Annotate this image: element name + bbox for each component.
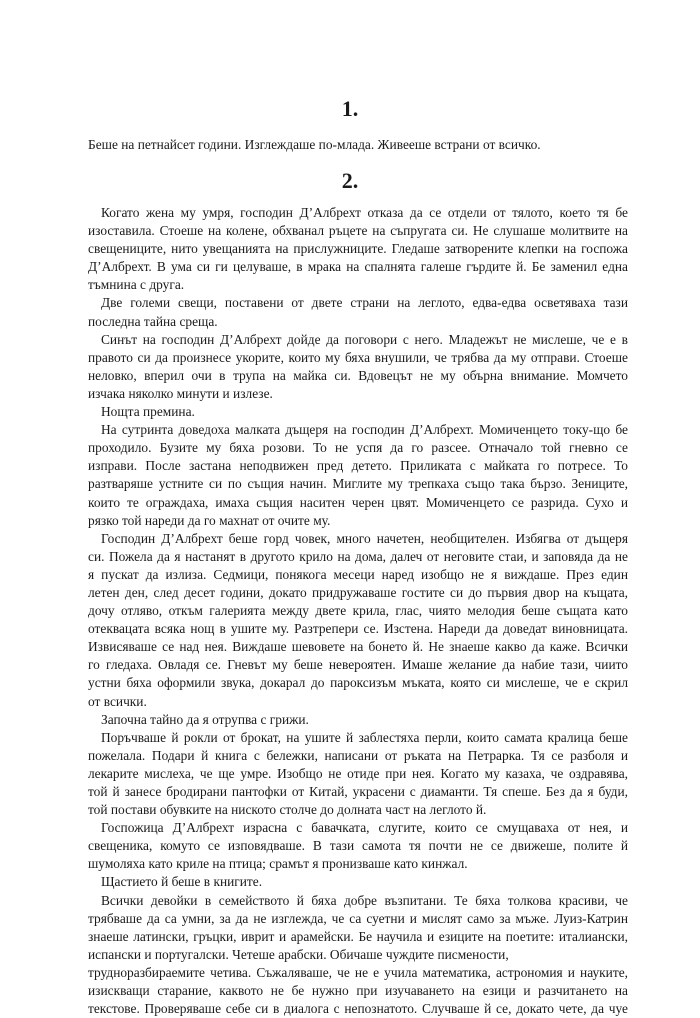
text-line: изчака няколко минути и излезе. <box>88 385 273 401</box>
chapter-2-body <box>88 204 628 1018</box>
text-line: неловко, вперил очи в трупа на майка си. Вдовецът не му обърна внимание. Момчето <box>88 367 628 383</box>
text-line: свещеника, комуто се изповядваше. В тази самота тя почти не се движеше, полите й <box>88 838 628 854</box>
text-line: го гледаха. Овладя се. Гневът му беше невероятен. Имаше желание да набие тази, чиито <box>88 657 628 673</box>
text-line: устни бяха оформили звука, докарал до пароксизъм мъката, която си мислеше, че е скрил <box>88 675 628 691</box>
paragraph <box>88 892 628 1018</box>
text-line: пожелала. Подари й книга с бележки, написани от ръката на Петрарка. Тя се разболя и <box>88 747 628 763</box>
text-line: я пускат да излиза. Седмици, понякога месеци наред изобщо не я виждаше. През един <box>88 566 628 582</box>
text-line: последна тайна среща. <box>88 313 218 329</box>
paragraph <box>88 421 628 530</box>
chapter-heading-1: 1. <box>341 96 359 121</box>
text-line: изискващи старание, каквото не бе нужно при изучаването на езици и разчитането на <box>88 983 628 999</box>
text-line: изправи. После застана неподвижен пред детето. Приликата с майката го потресе. То <box>88 458 628 474</box>
chapter-heading-2: 2. <box>341 168 359 193</box>
text-line: които те ограждаха, имаха същия наситен черен цвят. Момиченцето се разрида. Сухо и <box>88 494 628 510</box>
paragraph <box>88 331 628 403</box>
text-line: Всички девойки в семейството й бяха добре възпитани. Те бяха толкова красиви, че <box>101 892 628 908</box>
text-line: летен ден, след десет години, докато придружаваше гостите си до първия двор на къщата, <box>88 584 628 600</box>
text-line: от всички. <box>88 693 147 709</box>
text-line: Нощта премина. <box>101 404 195 420</box>
text-line: дочу отляво, откъм галерията между двете крила, глас, чиято мелодия беше същата като <box>88 603 628 619</box>
paragraph <box>88 530 628 711</box>
text-line: тъмнина с друга. <box>88 277 185 293</box>
text-line: Започна тайно да я отрупва с грижи. <box>101 711 309 727</box>
text-line: той й занесе бродирани пантофки от Китай, украсени с диаманти. Тя спеше. Без да я буди, <box>88 784 628 799</box>
text-line: текстове. Проверяваше себе си в диалога с непознатото. Случваше й се, докато чете, да чуе <box>88 1001 628 1017</box>
text-line: Щастието й беше в книгите. <box>101 874 263 890</box>
text-line: Извисяваше се над нея. Виждаше шевовете на бонето й. Не знаеше какво да каже. Всички <box>88 639 628 655</box>
paragraph <box>88 711 628 729</box>
text-line: рязко той нареди да го махнат от очите му. <box>88 512 331 528</box>
text-line: Д’Албрехт. В ума си ги целуваше, в мрака на спалнята галеше гърдите й. Бе заменил една <box>88 259 628 275</box>
text-line: Поръчваше й рокли от брокат, на ушите й заблестяха перли, които самата кралица беше <box>101 729 628 745</box>
text-line: Госпожица Д’Албрехт израсна с бавачката, слугите, които се смущаваха от нея, и <box>101 820 628 836</box>
paragraph <box>88 294 628 330</box>
text-line: Когато жена му умря, господин Д’Албрехт отказа да се отдели от тялото, което тя бе <box>101 205 628 220</box>
paragraph <box>88 403 628 421</box>
chapter-1-text: Беше на петнайсет години. Изглеждаше по-млада. Живееше встрани от всичко. <box>88 137 541 152</box>
paragraph <box>88 819 628 873</box>
text-line: свещениците, нито увещанията на прислужниците. Гледаше затворените клепки на госпожа <box>88 241 628 257</box>
text-line: той постави обувките на ниското столче до долната част на леглото й. <box>88 802 487 818</box>
paragraph <box>88 729 628 819</box>
text-line: проходило. Бузите му бяха розови. То не успя да го разсее. Отначало той гневно се <box>88 440 628 456</box>
paragraph <box>88 873 628 891</box>
text-line: Господин Д’Албрехт беше горд човек, много начетен, необщителен. Избягва от дъщеря <box>101 530 628 546</box>
text-line: лекарите мислеха, че ще умре. Изобщо не отиде при нея. Когато му казаха, че оздравява, <box>88 765 628 781</box>
text-line: разтваряше устните си по същия начин. Миглите му трепкаха също така бързо. Зениците, <box>88 476 628 492</box>
text-line: знаеше латински, гръцки, иврит и арамейски. Бе научила и езиците на поетите: италиански, <box>88 928 628 944</box>
text-line: отеквацата всяка нощ в ушите му. Разтрепери се. Изстена. Нареди да доведат виновницата. <box>88 621 628 637</box>
text-line: испански и португалски. Четеше арабски. Обичаше чуждите писмености, <box>88 946 509 962</box>
text-line: Синът на господин Д’Албрехт дойде да поговори с него. Младежът не мислеше, че е в <box>101 331 628 347</box>
text-line: трудноразбираемите четива. Съжаляваше, че не е учила математика, астрономия и науките, <box>88 964 628 980</box>
text-line: Две големи свещи, поставени от двете страни на леглото, едва-едва осветяваха тази <box>101 295 628 311</box>
text-line: шумоляха като криле на птица; срамът я пронизваше като кинжал. <box>88 856 468 872</box>
text-line: трябваше да са умни, за да не изглежда, че са суетни и мислят само за мъже. Луиз-Катрин <box>88 910 628 926</box>
text-line: си. Пожела да я настанят в другото крило на дома, далеч от неговите стаи, и заповяда да не <box>88 548 628 564</box>
paragraph <box>88 204 628 294</box>
text-line: правото си да произнесе укорите, които му бяха внушили, че трябва да му отправи. Стоеше <box>88 349 628 365</box>
text-line: На сутринта доведоха малката дъщеря на господин Д’Албрехт. Момиченцето току-що бе <box>101 422 628 438</box>
text-line: изоставила. Стоеше на колене, обхванал ръцете на съпругата си. Не слушаше молитвите на <box>88 223 628 239</box>
